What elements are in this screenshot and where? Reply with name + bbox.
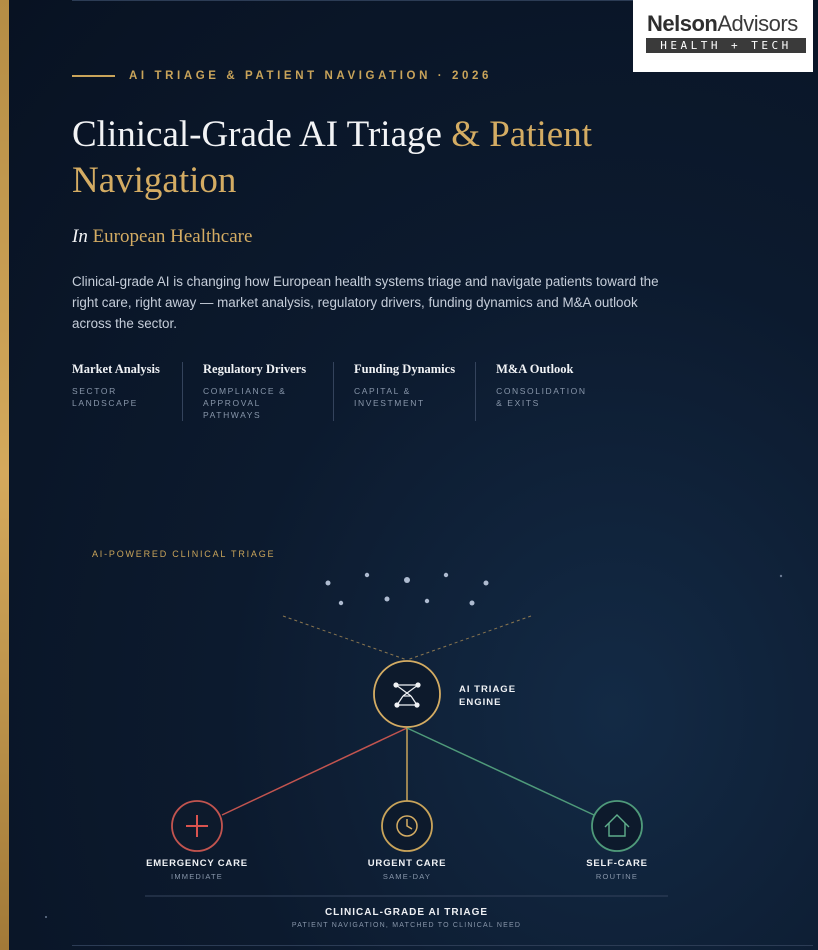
diagram-footer-sub: PATIENT NAVIGATION, MATCHED TO CLINICAL NEED (291, 922, 522, 929)
topic-sub: SECTOR LANDSCAPE (72, 386, 138, 408)
topic-title: Market Analysis (72, 362, 160, 376)
logo-brand-thin: Advisors (717, 11, 798, 36)
selfcare-sub: ROUTINE (595, 872, 639, 881)
data-dot (444, 573, 448, 577)
topic-title: Regulatory Drivers (203, 362, 307, 376)
subtitle-rest: European Healthcare (92, 226, 253, 247)
emergency-sub: IMMEDIATE (171, 872, 223, 881)
topic-sub: CONSOLIDATION & EXITS (496, 386, 587, 408)
engine-line2: ENGINE (459, 697, 502, 708)
selfcare-label: SELF-CARE (586, 858, 648, 869)
engine-line1: AI TRIAGE (459, 684, 517, 695)
data-dot (339, 601, 343, 605)
engine-node (374, 661, 440, 727)
data-dot (404, 577, 410, 583)
title-accent: & Patient Navigation (72, 114, 592, 201)
topic-title: Funding Dynamics (354, 362, 456, 376)
emergency-label: EMERGENCY CARE (146, 858, 248, 869)
diagram-label: AI-POWERED CLINICAL TRIAGE (92, 549, 276, 559)
urgent-sub: SAME-DAY (382, 872, 432, 881)
data-dot (484, 581, 489, 586)
selfcare-node (592, 801, 642, 851)
urgent-label: URGENT CARE (367, 858, 447, 869)
topic-title: M&A Outlook (496, 362, 574, 376)
background-star (780, 575, 782, 577)
logo-brand-bold: Nelson (647, 11, 718, 36)
urgent-node (382, 801, 432, 851)
data-dot (365, 573, 369, 577)
data-dot (385, 597, 390, 602)
topic-sub: CAPITAL & INVESTMENT (354, 386, 425, 408)
page-description: Clinical-grade AI is changing how European health systems triage and navigate patients toward the right care, right away — market analysis, regulatory drivers, funding dynamics and M&A outlook across the sector. (72, 274, 659, 331)
diagram-footer-title: CLINICAL-GRADE AI TRIAGE (324, 907, 489, 918)
emergency-node (172, 801, 222, 851)
data-dot (470, 601, 475, 606)
title-main: Clinical-Grade AI Triage (72, 114, 442, 155)
logo-tagline: HEALTH + TECH (646, 38, 806, 53)
subtitle-in: In (72, 226, 88, 247)
topic-sub: COMPLIANCE & APPROVAL PATHWAYS (203, 386, 287, 420)
data-dot (326, 581, 331, 586)
data-dot (425, 599, 429, 603)
engine-label (459, 683, 539, 709)
eyebrow-text: AI TRIAGE & PATIENT NAVIGATION · 2026 (129, 70, 493, 82)
funnel-lines (283, 616, 531, 660)
